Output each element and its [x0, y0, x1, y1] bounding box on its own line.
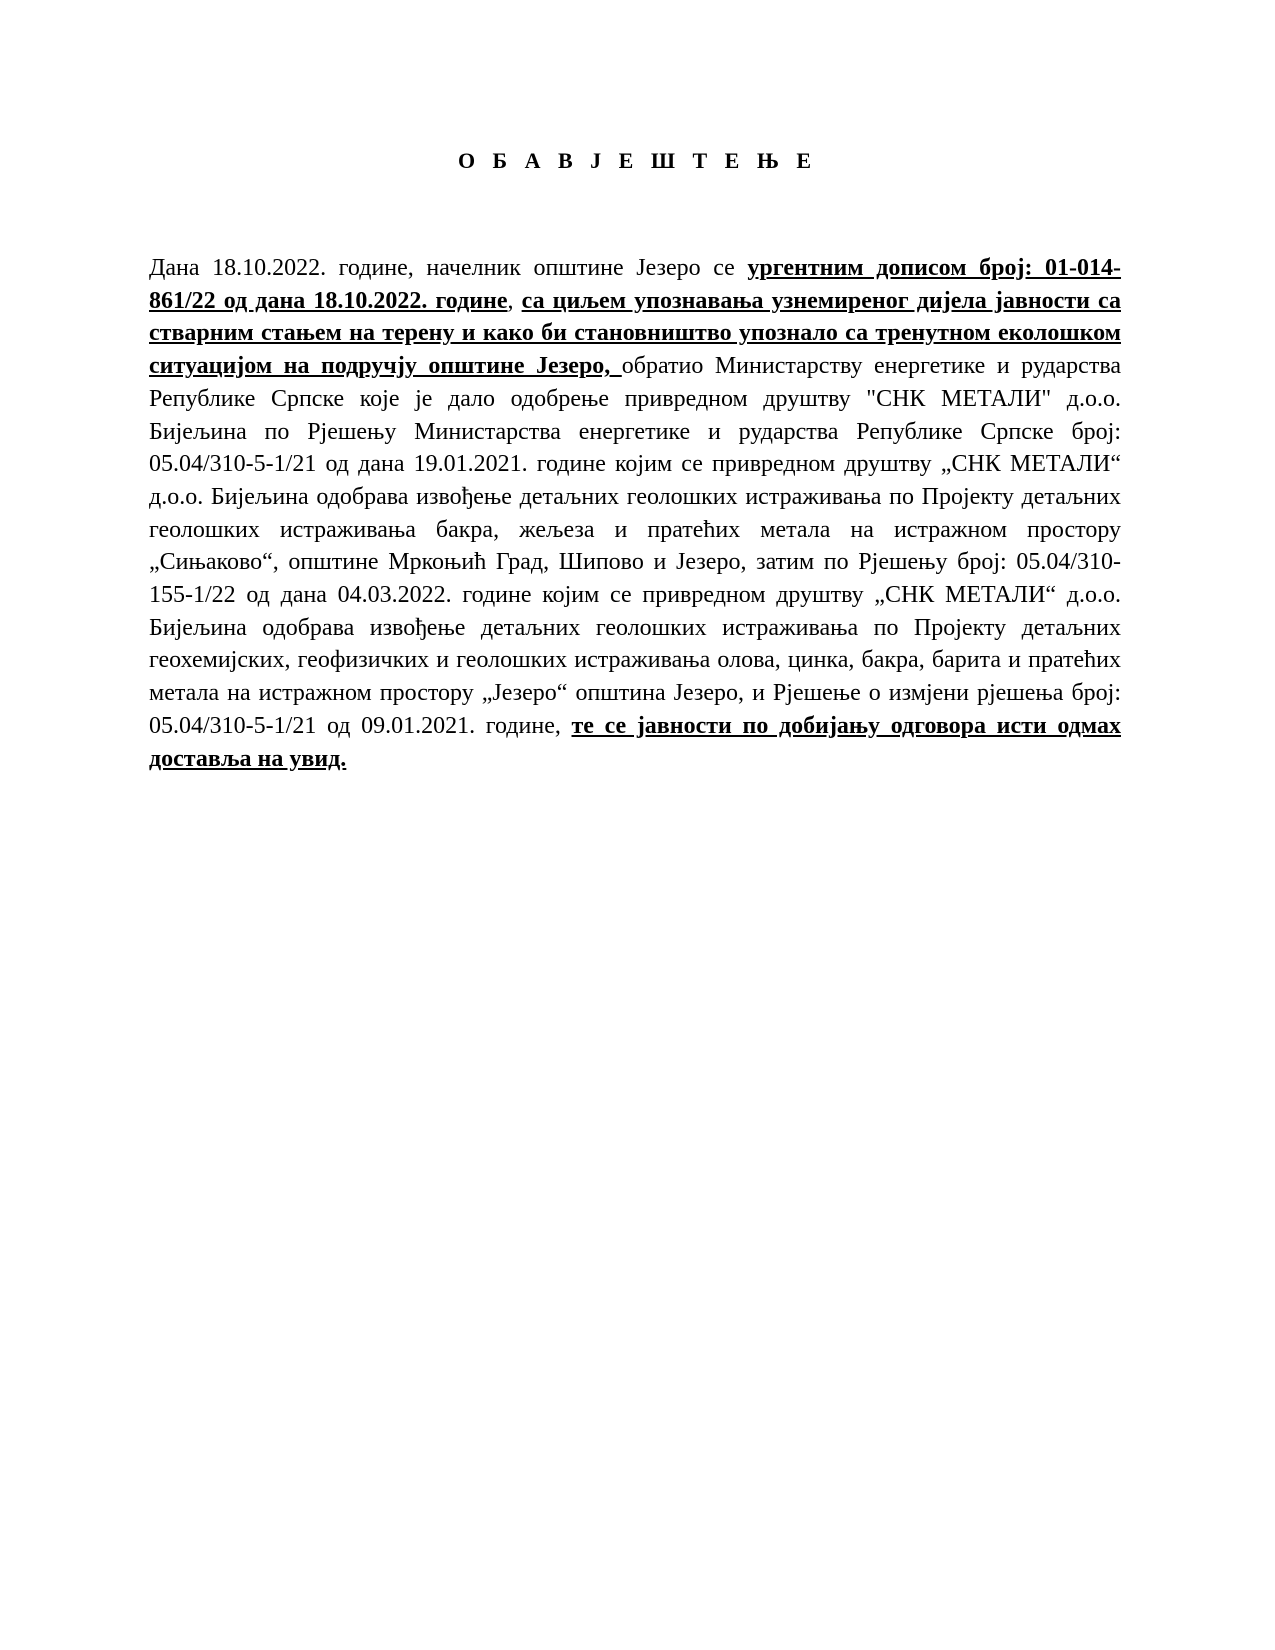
notice-paragraph: [149, 252, 1121, 775]
paragraph-details: обратио Министарству енергетике и рударства Републике Српске које је дало одобрење привредном друштву "СНК МЕТАЛИ" д.о.о. Бијељина по Рјешењу Министарства енергетике и рударства Републике Српске број: 05.04/310-5-1/21 од дана 19.01.2021. године којим се привредном друштву „СНК МЕТАЛИ“ д.о.о. Бијељина одобрава извођење детаљних геолошких истраживања по Пројекту детаљних геолошких истраживања бакра, жељеза и пратећих метала на истражном простору „Сињаково“, општине Мркоњић Град, Шипово и Језеро, затим по Рјешењу број: 05.04/310-155-1/22 од дана 04.03.2022. године којим се привредном друштву „СНК МЕТАЛИ“ д.о.о. Бијељина одобрава извођење детаљних геолошких истраживања по Пројекту детаљних геохемијских, геофизичких и геолошких истраживања олова, цинка, бакра, барита и пратећих метала на истражном простору „Језеро“ општина Језеро, и Рјешење о измјени рјешења број: 05.04/310-5-1/21 од 09.01.2021. године,: [149, 353, 1121, 739]
purpose-statement: са циљем упознавања узнемиреног дијела јавности са стварним стањем на терену и како би становништво упознало са тренутном еколошком ситуацијом на подручју општине Језеро,: [149, 287, 1121, 380]
urgent-letter-reference: ургентним дописом број: 01-014-861/22 од дана 18.10.2022. године: [149, 255, 1122, 314]
document-title: О Б А В Ј Е Ш Т Е Њ Е: [457, 148, 818, 173]
paragraph-intro: Дана 18.10.2022. године, начелник општине Језеро се: [149, 255, 748, 281]
closing-statement: те се јавности по добијању одговора исти одмах доставља на увид.: [149, 712, 1121, 772]
paragraph-comma: ,: [507, 287, 522, 314]
